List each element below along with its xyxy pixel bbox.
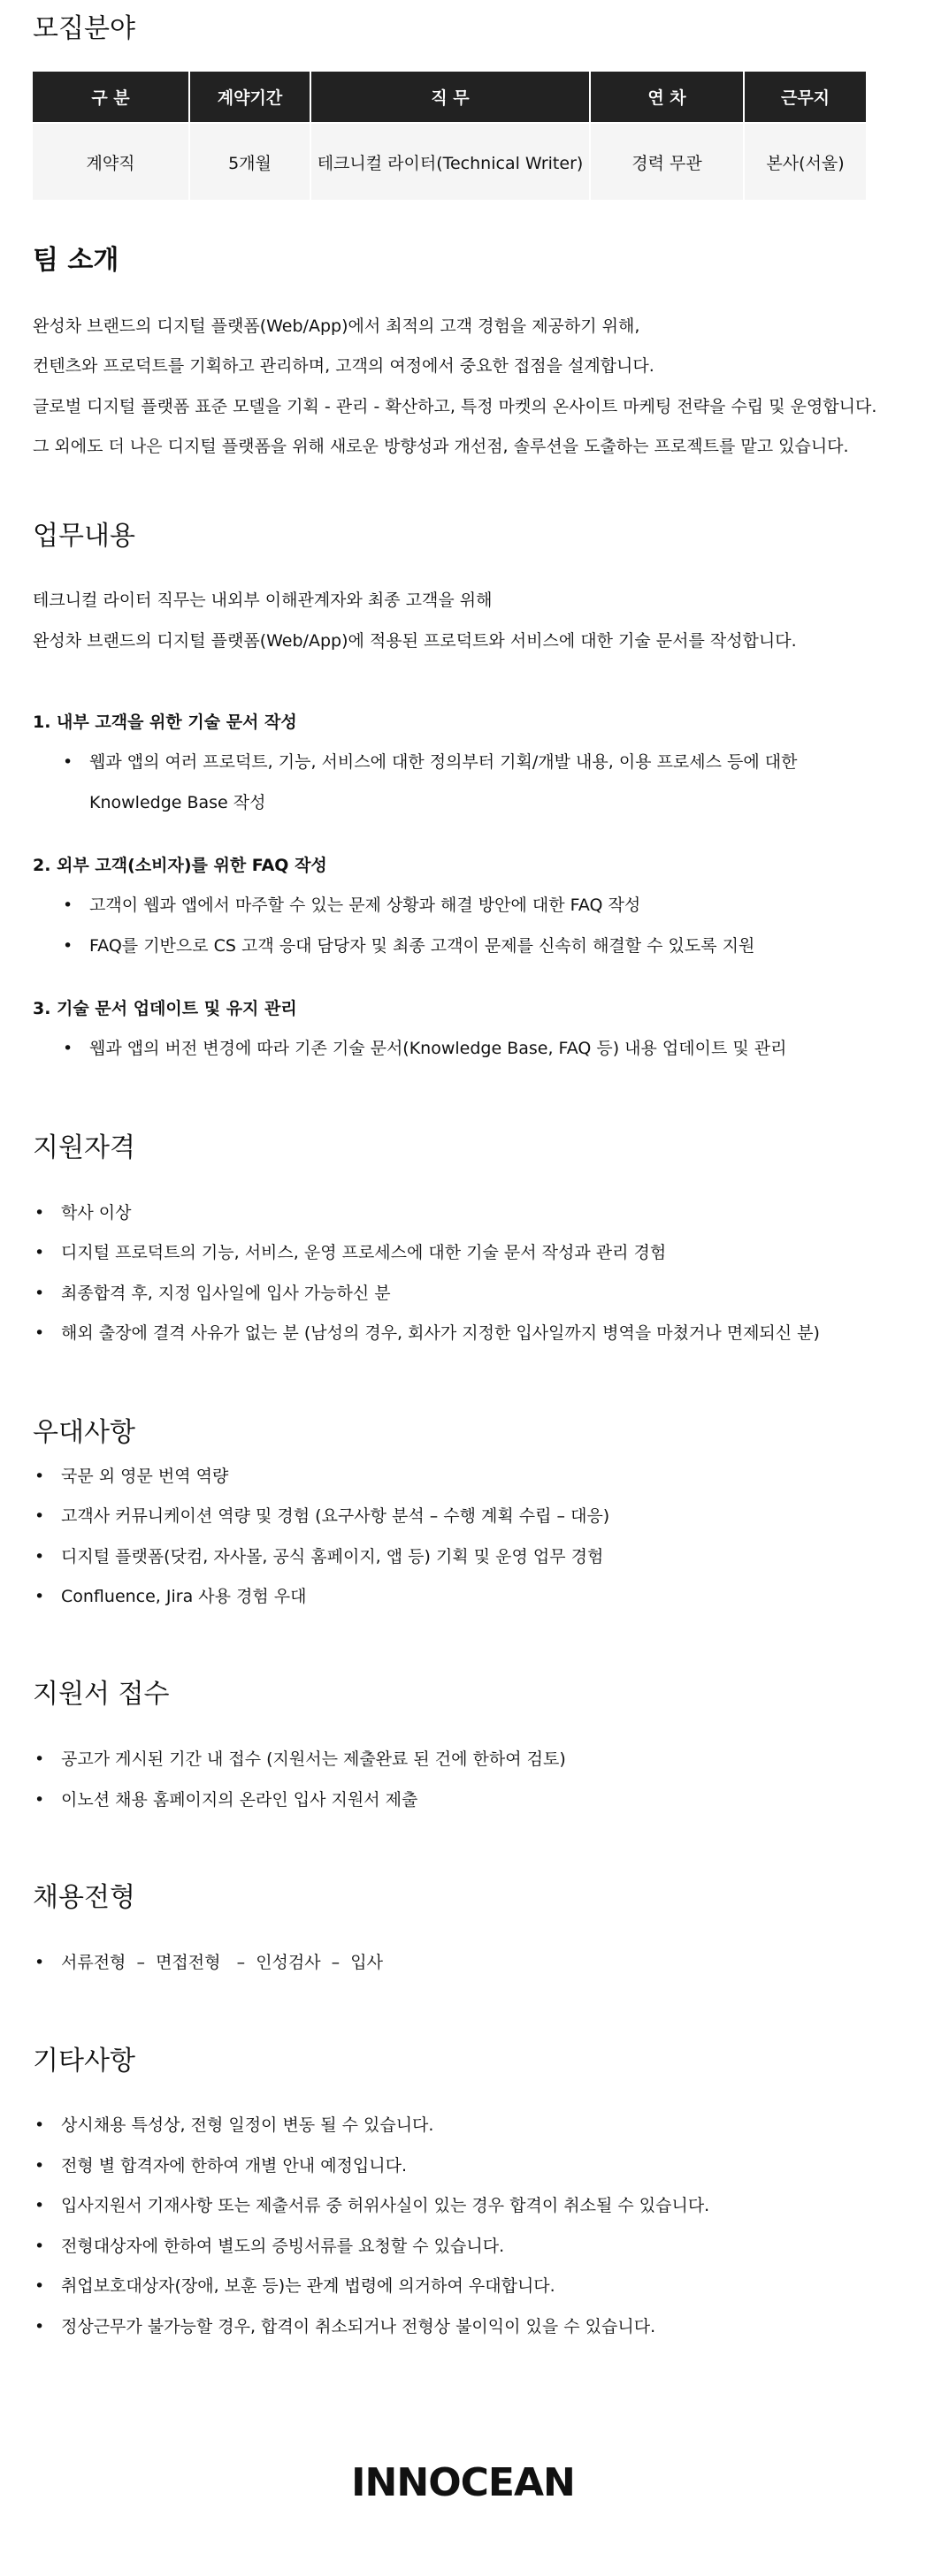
recruit-title: 모집분야 [33,13,135,44]
duties-title: 업무내용 [33,521,135,552]
etc-item: • 상시채용 특성상, 전형 일정이 변동 될 수 있습니다. [61,2115,433,2136]
table-cell-contract-period: 5개월 [190,124,310,200]
etc-item: • 정상근무가 불가능할 경우, 합격이 취소되거나 전형상 불이익이 있을 수 있습니다. [61,2317,655,2337]
team-title: 팀 소개 [33,245,119,276]
qualification-item: • 최종합격 후, 지정 입사일에 입사 가능하신 분 [61,1284,391,1304]
table-cell-role: 테크니컬 라이터(Technical Writer) [311,124,589,200]
process-title: 채용전형 [33,1882,135,1913]
duty-heading: 1. 내부 고객을 위한 기술 문서 작성 [33,713,297,732]
etc-title: 기타사항 [33,2046,135,2077]
duty-bullet: • 웹과 앱의 여러 프로덕트, 기능, 서비스에 대한 정의부터 기획/개발 내용, 이용 프로세스 등에 대한 [89,752,798,773]
table-header-contract-period: 계약기간 [190,72,310,122]
etc-item: • 취업보호대상자(장애, 보훈 등)는 관계 법령에 의거하여 우대합니다. [61,2276,555,2297]
etc-item: • 전형대상자에 한하여 별도의 증빙서류를 요청할 수 있습니다. [61,2237,504,2257]
application-item: • 공고가 게시된 기간 내 접수 (지원서는 제출완료 된 건에 한하여 검토) [61,1749,566,1770]
qualifications-title: 지원자격 [33,1132,135,1163]
preferred-item: • 고객사 커뮤니케이션 역량 및 경험 (요구사항 분석 – 수행 계획 수립 – 대응) [61,1506,609,1527]
preferred-item: • 디지털 플랫폼(닷컴, 자사몰, 공식 홈페이지, 앱 등) 기획 및 운영 업무 경험 [61,1547,603,1567]
application-title: 지원서 접수 [33,1679,170,1710]
etc-item: • 입사지원서 기재사항 또는 제출서류 중 허위사실이 있는 경우 합격이 취소될 수 있습니다. [61,2196,709,2216]
duty-bullet-continuation: Knowledge Base 작성 [89,793,266,812]
duty-bullet: • 웹과 앱의 버전 변경에 따라 기존 기술 문서(Knowledge Base, FAQ 등) 내용 업데이트 및 관리 [89,1039,787,1059]
duty-bullet: • FAQ를 기반으로 CS 고객 응대 담당자 및 최종 고객이 문제를 신속히 해결할 수 있도록 지원 [89,936,754,956]
innocean-logo: INNOCEAN [351,2460,575,2505]
table-cell-category: 계약직 [33,124,188,200]
team-line: 컨텐츠와 프로덕트를 기획하고 관리하며, 고객의 여정에서 중요한 접점을 설계합니다. [33,356,654,376]
duty-heading: 3. 기술 문서 업데이트 및 유지 관리 [33,999,297,1018]
duties-intro-line: 완성차 브랜드의 디지털 플랫폼(Web/App)에 적용된 프로덕트와 서비스에 대한 기술 문서를 작성합니다. [33,631,797,651]
application-item: • 이노션 채용 홈페이지의 온라인 입사 지원서 제출 [61,1790,417,1810]
table-header-category: 구 분 [33,72,188,122]
team-line: 글로벌 디지털 플랫폼 표준 모델을 기획 - 관리 - 확산하고, 특정 마켓의 온사이트 마케팅 전략을 수립 및 운영합니다. [33,397,877,416]
table-header-location: 근무지 [745,72,866,122]
qualification-item: • 학사 이상 [61,1203,131,1223]
table-cell-experience: 경력 무관 [591,124,743,200]
preferred-title: 우대사항 [33,1417,135,1448]
etc-item: • 전형 별 합격자에 한하여 개별 안내 예정입니다. [61,2156,407,2176]
team-line: 완성차 브랜드의 디지털 플랫폼(Web/App)에서 최적의 고객 경험을 제공하기 위해, [33,316,640,336]
table-header-experience: 연 차 [591,72,743,122]
duties-intro-line: 테크니컬 라이터 직무는 내외부 이해관계자와 최종 고객을 위해 [33,591,493,610]
duty-bullet: • 고객이 웹과 앱에서 마주할 수 있는 문제 상황과 해결 방안에 대한 FAQ 작성 [89,896,640,916]
duty-heading: 2. 외부 고객(소비자)를 위한 FAQ 작성 [33,856,327,875]
preferred-item: • 국문 외 영문 번역 역량 [61,1467,228,1487]
qualification-item: • 해외 출장에 결격 사유가 없는 분 (남성의 경우, 회사가 지정한 입사일까지 병역을 마쳤거나 면제되신 분) [61,1323,820,1344]
qualification-item: • 디지털 프로덕트의 기능, 서비스, 운영 프로세스에 대한 기술 문서 작성과 관리 경험 [61,1243,666,1263]
table-cell-location: 본사(서울) [745,124,866,200]
table-header-role: 직 무 [311,72,589,122]
process-item: • 서류전형 – 면접전형 – 인성검사 – 입사 [61,1953,383,1973]
team-line: 그 외에도 더 나은 디지털 플랫폼을 위해 새로운 방향성과 개선점, 솔루션을 도출하는 프로젝트를 맡고 있습니다. [33,437,849,456]
preferred-item: • Confluence, Jira 사용 경험 우대 [61,1587,306,1607]
